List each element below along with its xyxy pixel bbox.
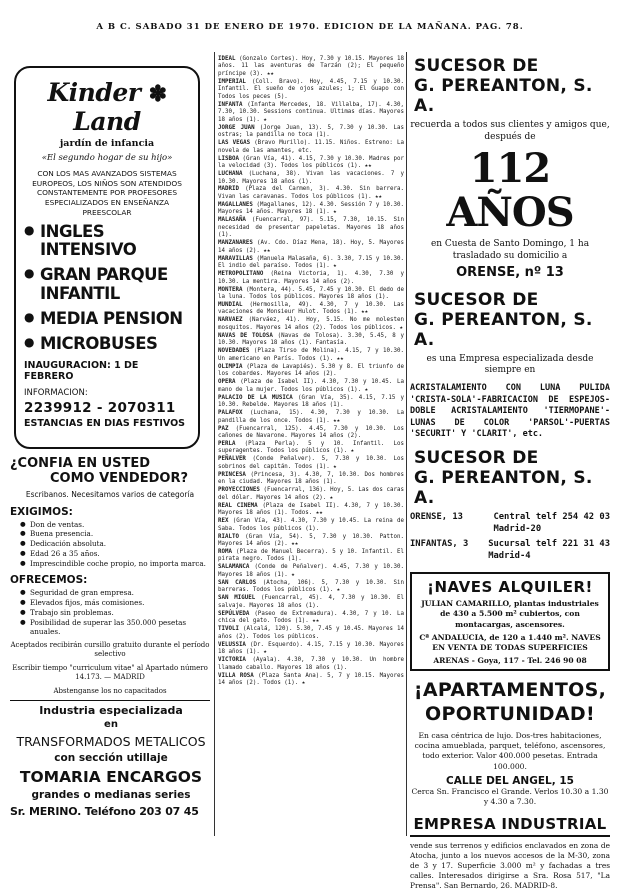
kinder-estancias: ESTANCIAS EN DIAS FESTIVOS [24,417,185,429]
listing-entry: JORGE JUAN (Jorge Juan, 13). 5, 7.30 y 10.30. Las ostras; la pandilla no toca (1). [218,124,404,139]
kinder-subtitle: jardín de infancia [59,138,155,149]
naves-body: JULIAN CAMARILLO, plantas industriales de 430 a 5.500 m² cubiertos, con montacargas, ascensores. [421,599,599,629]
naves-title: ¡NAVES ALQUILER! [427,578,593,597]
masthead: A B C. SABADO 31 DE ENERO DE 1970. EDICION DE LA MAÑANA. PAG. 78. [96,22,524,32]
pereanton-address: ORENSE, nº 13 [456,264,564,280]
empresa-industrial-ad [410,815,610,891]
city: Madrid-20 [493,523,542,534]
listing-entry: MAGALLANES (Magallanes, 12). 4.30. Sessión 7 y 10.30. Mayores 14 años. Mayores 18 (1). ★ [218,201,404,216]
kinder-inauguracion: INAUGURACION: 1 DE FEBRERO [24,359,139,382]
feature-item: ● MICROBUSES [24,335,190,353]
feature-item: ● GRAN PARQUE INFANTIL [24,266,190,302]
kinder-land-ad [14,66,200,449]
pereanton-title-1: SUCESOR DE [414,448,539,469]
listing-entry: REX (Gran Vía, 43). 4.30, 7.30 y 10.45. La reina de Saba. Todos los públicos (1). [218,518,404,532]
list-item: ● Posibilidad de superar las 350.000 pesetas anuales. [20,618,210,637]
listing-entry: MONTERA (Montera, 44). 5.45, 7.45 y 10.30. El dedo de la luna. Todos los públicos. Mayores 18 años (1). [218,286,404,301]
pereanton-services: ACRISTALAMIENTO CON LUNA PULIDA 'CRISTA-SOLA'-FABRICACION DE ESPEJOS-DOBLE ACRISTALAMIENTO 'TIERMOPANE'-LUNAS DE COLOR 'PARSOL'-PUERTAS 'SECURIT' Y 'CLARIT', etc. [410,383,610,439]
listing-entry: VILLA ROSA (Plaza Santa Ana). 5, 7 y 10.15. Mayores 14 años (2). Todos (1). ★ [218,672,404,686]
feature-item: ● MEDIA PENSION [24,310,190,328]
phone: Sucursal telf 221 31 43 [488,539,610,550]
listing-entry: REAL CINEMA (Plaza de Isabel II). 4.30, 7 y 10.30. Mayores 18 años (1). Todos. ★★ [218,502,404,517]
pereanton-body: recuerda a todos sus clientes y amigos que, después de [410,120,610,142]
vendedor-title-1: ¿CONFIA EN USTED [10,456,151,471]
kinder-intro: CON LOS MAS AVANZADOS SISTEMAS EUROPEOS, LOS NIÑOS SON ATENDIDOS CONSTANTEMENTE POR PROFESORES ESPECIALIZADOS EN ENSEÑANZA PREESCOLAR [32,169,182,217]
list-item: ● Imprescindible coche propio, no importa marca. [20,559,210,569]
list-item: ● Trabajo sin problemas. [20,608,210,618]
listing-entry: TIVOLI (Alcalá, 120). 5.30, 7.45 y 10.45. Mayores 14 años (2). Todos los públicos. [218,626,404,640]
pereanton-body: es una Empresa especializada desde siempre en [426,353,594,376]
listing-entry: PROYECCIONES (Fuencarral, 136). Hoy, 5. Las dos caras del dólar. Mayores 14 años (2). ★ [218,487,404,501]
vendedor-note: Escribanos. Necesitamos varios de categoría [25,490,195,499]
ofrecemos-list [20,588,210,637]
phone: Central telf 254 42 03 [493,512,610,523]
list-item: ● Dedicación absoluta. [20,539,210,549]
pereanton-title-1: SUCESOR DE [414,289,539,310]
naves-contact: ARENAS - Goya, 117 - Tel. 246 90 08 [433,656,587,666]
listing-entry: SAN CARLOS (Atocha, 106). 5, 7.30 y 10.30. Sin barreras. Todos los públicos (1). ★ [218,579,404,594]
kinder-logo [24,78,190,136]
listing-entry: PAZ (Fuencarral, 125). 4.45, 7.30 y 10.30. Los cañones de Navarone. Mayores 14 años (2). [218,425,404,439]
naves-ad [410,572,610,671]
divider [10,700,210,701]
kinder-features [24,223,190,353]
flower-icon: ✽ [148,81,167,107]
listing-entry: LAS VEGAS (Bravo Murillo). 11.15. Niños. Estreno: La novela de las amantes, etc. [218,140,404,154]
vendedor-footer-3: Abstenganse los no capacitados [53,686,167,695]
address-row [410,539,610,562]
industria-line-4: con sección utillaje [54,752,168,764]
listing-entry: SEPÚLVEDA (Paseo de Extremadura). 4.30, 7 y 10. La chica del gato. Todos (1). ★★ [218,610,404,625]
pereanton-ad-1 [410,56,610,280]
listing-entry: NARVAEZ (Narváez, 41). Hoy, 5.15. No me molesten mosquitos. Mayores 14 años (2). Todos los públicos. ★ [218,317,404,331]
listing-entry: RIALTO (Gran Vía, 54). 5, 7.30 y 10.30. Patton. Mayores 14 años (2). ★★ [218,533,404,548]
exigimos-list [20,520,210,569]
listing-entry: PRINCESA (Princesa, 3). 4.30, 7, 10.30. Dos hombres en la ciudad. Mayores 18 años (1). [218,471,404,486]
naves-body-2: Cª ANDALUCIA, de 120 a 1.440 m². NAVES EN VENTA DE TODAS SUPERFICIES [419,632,601,653]
phone-block [493,512,610,535]
vendedor-footer-1: Aceptados recibirán cursillo gratuito durante el período selectivo [10,640,210,659]
listing-entry: PERLA (Plaza Perla). 5 y 10. Infantil. Los superagentes. Todos los públicos (1). ★ [218,440,404,455]
industria-ad [10,704,212,818]
listing-entry: MALASAÑA (Fuencarral, 97). 5.15, 7.30, 10.15. Sin necesidad de presentar papeletas. Mayores 18 años (1). [218,217,404,239]
list-item: ● Buena presencia. [20,529,210,539]
pereanton-years: 112 AÑOS [446,145,574,237]
pereanton-title-2: G. PEREANTON, S. A. [414,309,593,350]
industria-line-1: Industria especializada [39,704,183,717]
pereanton-ad-2 [410,290,610,441]
pereanton-body-2: en Cuesta de Santo Domingo, 1 ha trasladado su domicilio a [430,239,590,262]
pereanton-ad-3 [410,448,610,562]
list-item: ● Elevados fijos, más comisiones. [20,598,210,608]
industria-line-2: en [104,719,118,730]
listing-entry: IDEAL (Gonzalo Cortes). Hoy, 7.30 y 10.15. Mayores 18 años. 11 las aventuras de Tarzán (2); El pequeño príncipe (3). ★★ [218,56,404,77]
exigimos-label: EXIGIMOS: [10,505,73,518]
listing-entry: MARAVILLAS (Manuela Malasaña, 6). 3.30, 7.15 y 10.30. El indio del paraíso. Todos (1). ★ [218,255,404,270]
apart-body: En casa céntrica de lujo. Dos-tres habitaciones, cocina amueblada, parquet, teléfono, ascensores, todo exterior. Valor 400.000 pesetas. Entrada 100.000. [414,730,606,771]
pereanton-title-1: SUCESOR DE [414,56,539,76]
listing-entry: MUNDIAL (Hermosilla, 49). 4.30, 7 y 10.30. Las vacaciones de Monsieur Hulot. Todos (1). ★★ [218,302,404,316]
address: ORENSE, 13 [410,512,463,523]
ofrecemos-label: OFRECEMOS: [10,574,88,587]
kinder-info-label: INFORMACION: [24,387,88,398]
phone-block [488,539,610,562]
vendedor-title-2: COMO VENDEDOR? [50,471,188,486]
pereanton-title-2: G. PEREANTON, S. A. [414,76,593,116]
listing-entry: NAVAS DE TOLOSA (Navas de Tolosa). 3.30, 5.45, 8 y 10.30. Mayores 18 años (1). Fantasía. [218,332,404,347]
vendedor-ad [10,456,210,696]
kinder-phones: 2239912 - 2070311 [24,399,176,416]
industria-line-7: Sr. MERINO. Teléfono 203 07 45 [10,805,199,818]
list-item: ● Don de ventas. [20,520,210,530]
list-item: ● Seguridad de gran empresa. [20,588,210,598]
cinema-listings [218,56,404,846]
listing-entry: PALACIO DE LA MUSICA (Gran Vía, 35). 4.15, 7.15 y 10.30. Rebelde. Mayores 18 años (1). [218,394,404,409]
listing-entry: MADRID (Plaza del Carmen, 3). 4.30. Sin barrera. Vivan las caravanas. Todos los públicos (1). ★★ [218,186,404,200]
logo-word-2: Land [73,107,141,136]
kinder-slogan: «El segundo hogar de su hijo» [41,153,173,163]
apart-title-1: ¡APARTAMENTOS, [413,679,607,702]
listing-entry: METROPOLITANO (Reina Victoria, 1). 4.30, 7.30 y 10.30. La mentira. Mayores 14 años (2). [218,271,404,285]
empresa-title: EMPRESA INDUSTRIAL [410,815,610,837]
address: INFANTAS, 3 [410,539,469,550]
logo-word-1: Kinder [47,78,141,107]
list-item: ● Edad 26 a 35 años. [20,549,210,559]
industria-line-3: TRANSFORMADOS METALICOS [16,734,206,749]
listing-entry: NOVEDADES (Plaza Tirso de Molina). 4.15, 7 y 10.30. Un americano en París. Todos (1). ★★ [218,348,404,362]
city: Madrid-4 [488,550,531,561]
listing-entry: INFANTA (Infanta Mercedes, 18. Villalba, 17). 4.30, 7.30, 10.30. Sessions continua. Ultimas días. Mayores 18 años (1). ★ [218,101,404,123]
right-column [410,56,610,891]
column-rule [406,52,407,836]
listing-entry: VICTORIA (Ayala). 4.30, 7.30 y 10.30. Un hombre llamado caballo. Mayores 18 años (1). [218,657,404,671]
industria-line-6: grandes o medianas series [31,789,191,801]
listing-entry: PALAFOX (Luchana, 15). 4.30, 7.30 y 10.30. La pandilla de los once. Todos (1). ★★ [218,410,404,424]
listing-entry: IMPERIAL (Coll. Bravo). Hoy, 4.45, 7.15 y 10.30. Infantil. El sueño de ojos azules; 1; El Guapo con Todos los peces (5). [218,78,404,100]
empresa-body: vende sus terrenos y edificios enclavados en zona de Atocha, junto a los nuevos accesos de la M-30, zona de 3 y 17. Superficie 3.000 m² y fachadas a tres calles. Interesados dirigirse a Sra. Rosa 517, "La Prensa". San Bernardo, 26. MADRID-8. [410,841,610,891]
vendedor-footer-2: Escribir tiempo "curriculum vitae" al Apartado número 14.173. — MADRID [12,663,208,682]
listing-entry: PEÑALVER (Conde Peñalver). 5, 7.30 y 10.30. Los sobrinos del capitán. Todos (1). ★ [218,456,404,470]
listing-entry: MANZANARES (Av. Cdo. Díaz Mena, 18). Hoy, 5. Mayores 14 años (2). ★★ [218,240,404,254]
listing-entry: ROMA (Plaza de Manuel Becerra). 5 y 10. Infantil. El pirata negro. Todos (1). [218,549,404,563]
listing-entry: OPERA (Plaza de Isabel II). 4.30, 7.30 y 10.45. La mano de la mujer. Todos los públicos (1). ★ [218,379,404,393]
industria-line-5: TOMARIA ENCARGOS [19,768,203,786]
apart-address: CALLE DEL ANGEL, 15 [446,774,574,787]
apartamentos-ad [410,679,610,807]
feature-item: ● INGLES INTENSIVO [24,223,190,259]
listing-entry: LISBOA (Gran Vía, 41). 4.15, 7.30 y 10.30. Madres por la velocidad (3). Todos los públicos (1). ★★ [218,155,404,170]
apart-title-2: OPORTUNIDAD! [425,703,595,726]
listing-entry: SALAMANCA (Conde de Peñalver). 4.45, 7.30 y 10.30. Mayores 18 años (1). ★ [218,564,404,578]
listing-entry: OLIMPIA (Plaza de Lavapiés). 5.30 y 8. El triunfo de los cobardes. Mayores 14 años (2). [218,363,404,378]
pereanton-title-2: G. PEREANTON, S. A. [414,468,593,509]
address-row [410,512,610,535]
column-rule [214,52,215,836]
listing-entry: LUCHANA (Luchana, 38). Vivan las vacaciones. 7 y 10.30. Mayores 18 años (1). [218,171,404,185]
listing-entry: VELUSSIA (Dr. Esquerdo). 4.15, 7.15 y 10.30. Mayores 18 años (1). ★ [218,641,404,656]
apart-body-2: Cerca Sn. Francisco el Grande. Verlos 10.30 a 1.30 y 4.30 a 7.30. [411,786,609,807]
listing-entry: SAN MIGUEL (Fuencarral, 45). 4, 7.30 y 10.30. El salvaje. Mayores 18 años (1). [218,595,404,609]
